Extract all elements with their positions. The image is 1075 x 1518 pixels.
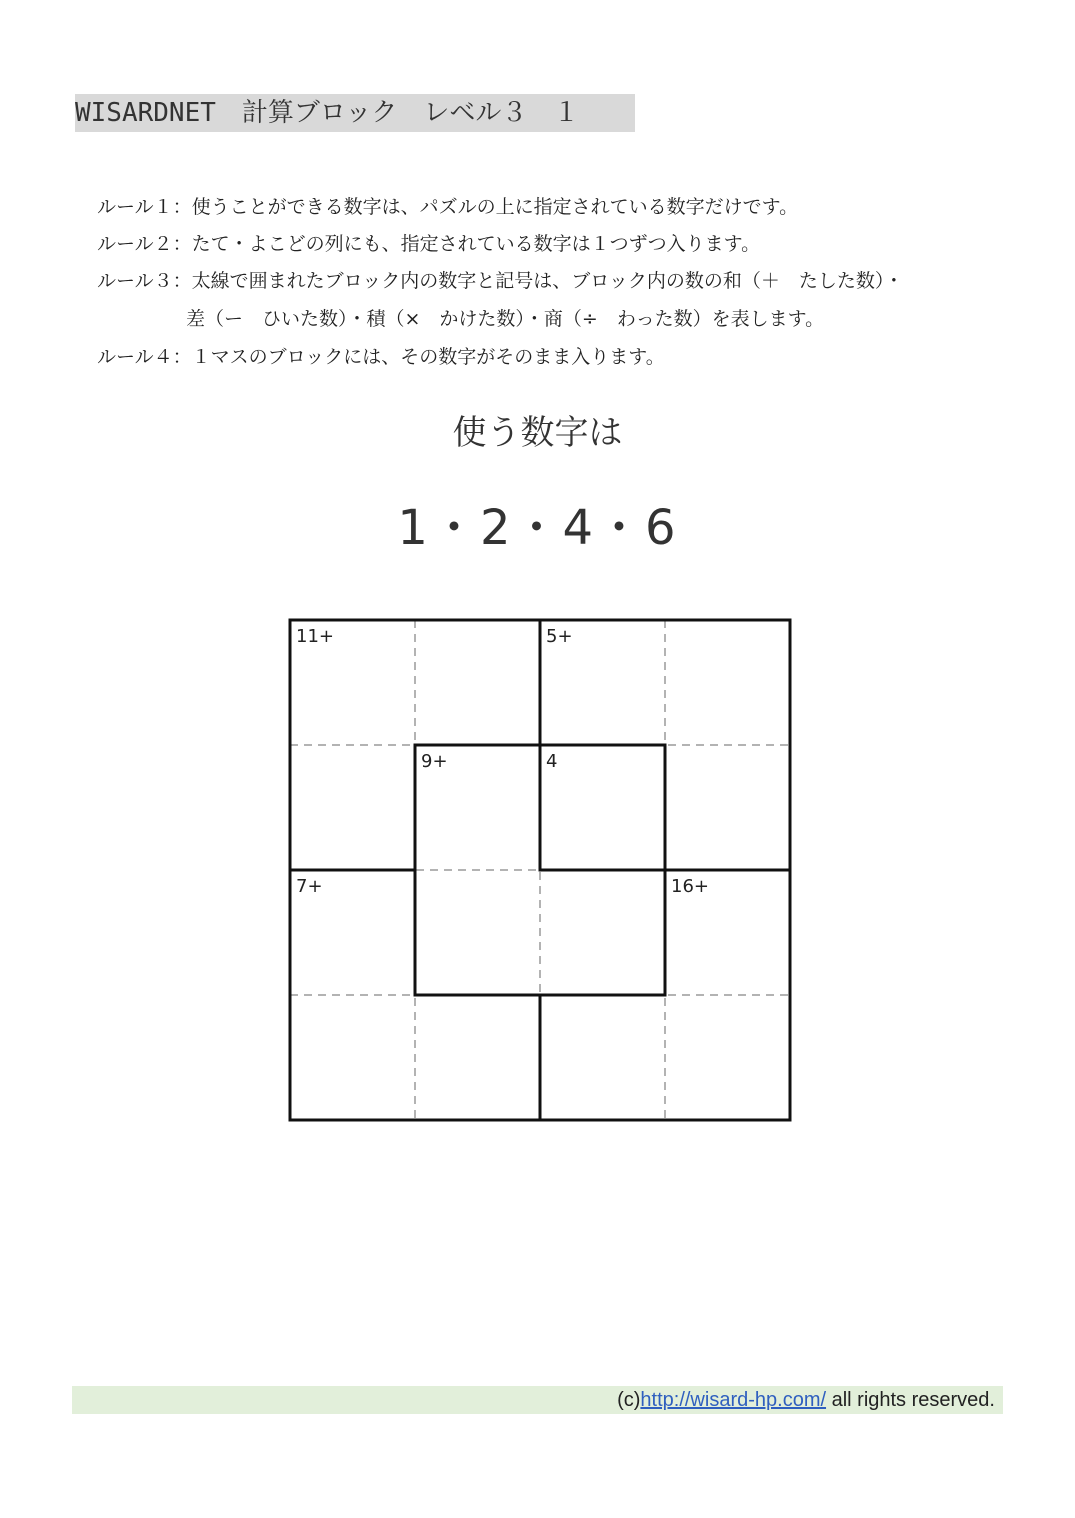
rule-4: ルール４：１マスのブロックには、その数字がそのまま入ります。 <box>97 346 665 368</box>
grid-cell-r0-c3 <box>665 620 790 745</box>
grid-cell-r3-c1 <box>415 995 540 1120</box>
numbers-heading: 使う数字は <box>452 413 623 453</box>
grid-cell-r2-c1 <box>415 870 540 995</box>
cage-clue-6: 16+ <box>671 876 709 897</box>
cage-clue-5: 7+ <box>296 876 323 897</box>
cage-clue-4: 4 <box>546 751 558 772</box>
copyright <box>617 1386 995 1414</box>
rule-3-continued: 差（ー ひいた数）・積（× かけた数）・商（÷ わった数）を表します。 <box>186 308 825 330</box>
page-title: WISARDNET 計算ブロック レベル３ １ <box>75 98 580 128</box>
footer-bar <box>72 1386 1003 1414</box>
cage-clue-2: 5+ <box>546 626 573 647</box>
cage-clue-1: 11+ <box>296 626 334 647</box>
grid-cell-r2-c2 <box>540 870 665 995</box>
grid-cell-r0-c1 <box>415 620 540 745</box>
cage-clue-3: 9+ <box>421 751 448 772</box>
copyright-suffix: all rights reserved. <box>826 1389 995 1411</box>
rule-3: ルール３：太線で囲まれたブロック内の数字と記号は、ブロック内の数の和（＋ たした数）・ <box>97 270 904 292</box>
rule-1: ルール１：使うことができる数字は、パズルの上に指定されている数字だけです。 <box>97 196 799 218</box>
grid-cell-r3-c0 <box>290 995 415 1120</box>
grid-cell-r3-c2 <box>540 995 665 1120</box>
site-link[interactable]: http://wisard-hp.com/ <box>640 1389 827 1411</box>
grid-cell-r1-c2 <box>540 745 665 870</box>
grid-cell-r1-c0 <box>290 745 415 870</box>
numbers-list: 1・2・4・6 <box>397 500 678 556</box>
puzzle-grid <box>288 618 792 1122</box>
grid-cell-r3-c3 <box>665 995 790 1120</box>
rule-2: ルール２：たて・よこどの列にも、指定されている数字は１つずつ入ります。 <box>97 233 761 255</box>
grid-cell-r1-c3 <box>665 745 790 870</box>
title-bar <box>75 94 635 132</box>
copyright-prefix: (c) <box>617 1389 641 1411</box>
